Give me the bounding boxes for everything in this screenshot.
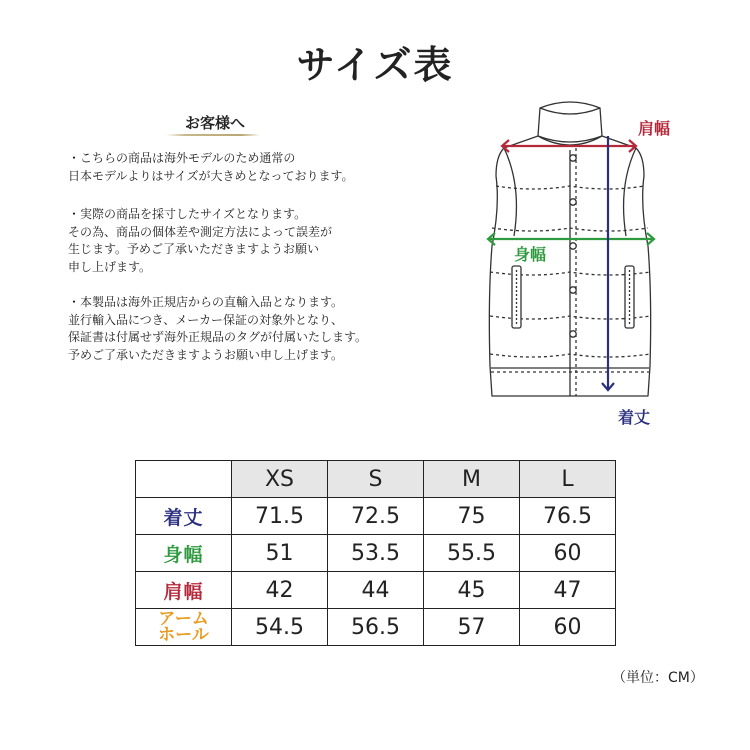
table-cell: 72.5: [328, 498, 424, 535]
armhole-label-line-2: ホール: [158, 625, 209, 645]
notice-paragraph-2: [68, 206, 438, 276]
notice-line: その為、商品の個体差や測定方法によって誤差が: [68, 224, 333, 239]
table-cell: 76.5: [520, 498, 616, 535]
table-cell: 51: [232, 535, 328, 572]
size-header-row: [136, 461, 616, 498]
row-label-body-width: 身幅: [136, 535, 232, 572]
vest-illustration: [478, 96, 698, 436]
notice-line: ・本製品は海外正規店からの直輸入品となります。: [68, 295, 344, 309]
table-cell: 45: [424, 572, 520, 609]
notice-line: ・実際の商品を採寸したサイズとなります。: [68, 207, 307, 221]
table-cell: 53.5: [328, 535, 424, 572]
vest-diagram: [478, 96, 698, 436]
table-row: [136, 609, 616, 646]
notice-line: 日本モデルよりはサイズが大きめとなっております。: [68, 168, 354, 183]
notice-line: ・こちらの商品は海外モデルのため通常の: [68, 151, 296, 165]
notice-paragraph-3: [68, 294, 438, 364]
notice-line: 並行輸入品につき、メーカー保証の対象外となり、: [68, 312, 344, 327]
notice-line: 生じます。予めご了承いただきますようお願い: [68, 242, 320, 256]
table-cell: 57: [424, 609, 520, 646]
row-label-armhole: [136, 609, 232, 646]
unit-note: （単位：CM）: [612, 670, 704, 686]
table-row: [136, 572, 616, 609]
table-row: [136, 535, 616, 572]
length-label: 着丈: [618, 408, 651, 427]
notice-heading-underline: [166, 134, 260, 136]
table-row: [136, 498, 616, 535]
table-corner-cell: [136, 461, 232, 498]
table-cell: 60: [520, 609, 616, 646]
table-cell: 54.5: [232, 609, 328, 646]
size-header-s: S: [328, 461, 424, 498]
notice-heading: お客様へ: [184, 114, 245, 132]
table-cell: 47: [520, 572, 616, 609]
notice-line: 予めご了承いただきますようお願い申し上げます。: [68, 347, 344, 362]
table-cell: 75: [424, 498, 520, 535]
size-table: [135, 460, 616, 646]
notice-line: 保証書は付属せず海外正規品のタグが付属いたします。: [68, 330, 368, 344]
body-width-label: 身幅: [514, 245, 547, 264]
size-header-l: L: [520, 461, 616, 498]
row-label-shoulder-width: 肩幅: [136, 572, 232, 609]
row-label-length: 着丈: [136, 498, 232, 535]
size-header-xs: XS: [232, 461, 328, 498]
notice-line: 申し上げます。: [68, 259, 152, 274]
shoulder-width-label: 肩幅: [638, 119, 671, 138]
table-cell: 60: [520, 535, 616, 572]
table-cell: 71.5: [232, 498, 328, 535]
table-cell: 55.5: [424, 535, 520, 572]
table-cell: 44: [328, 572, 424, 609]
size-header-m: M: [424, 461, 520, 498]
table-cell: 42: [232, 572, 328, 609]
table-cell: 56.5: [328, 609, 424, 646]
notice-paragraph-1: [68, 150, 438, 185]
page-title: サイズ表: [296, 43, 454, 87]
armhole-label-line-1: アーム: [158, 609, 209, 629]
